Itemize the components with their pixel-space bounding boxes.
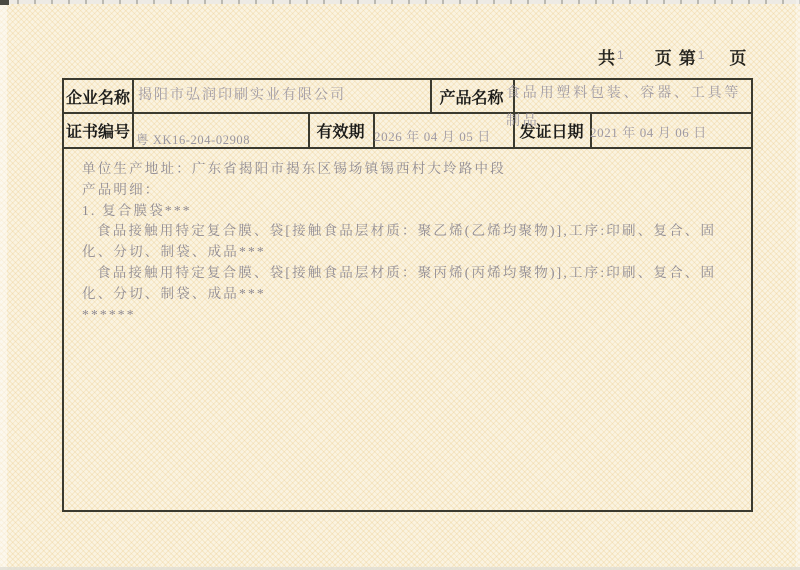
page-counter [598, 44, 747, 69]
total-pages-prefix: 共 [598, 49, 616, 68]
scan-edge-left [0, 0, 7, 570]
product-detail-block [82, 159, 747, 325]
product-item-line: 1. 复合膜袋*** [82, 202, 192, 218]
license-info-table [62, 78, 753, 512]
total-pages-value: 1 [617, 48, 625, 62]
issue-date-value: 2021 年 04 月 06 日 [590, 125, 707, 140]
product-name-value-line2: 制品 [506, 114, 540, 129]
table-gridline [132, 80, 134, 149]
product-spec-pe-line-2: 化、分切、制袋、成品*** [82, 244, 266, 260]
company-name-label: 企业名称 [65, 89, 130, 107]
certificate-number-text: XK16-204-02908 [152, 133, 251, 147]
product-name-value [506, 80, 756, 136]
scan-edge-top [0, 0, 800, 4]
product-spec-pe-line-1: 食品接触用特定复合膜、袋[接触食品层材质：聚乙烯(乙烯均聚物)],工序:印刷、复合、固 [97, 223, 717, 239]
certificate-number-value [136, 130, 250, 148]
product-spec-pp-line-1: 食品接触用特定复合膜、袋[接触食品层材质：聚丙烯(丙烯均聚物)],工序:印刷、复合、固 [97, 264, 717, 280]
current-page-prefix: 第 [678, 49, 697, 68]
production-address-line: 单位生产地址：广东省揭阳市揭东区锡场镇锡西村大坽路中段 [82, 161, 506, 176]
scan-artifact [0, 0, 9, 5]
certificate-number-label: 证书编号 [65, 124, 130, 141]
certificate-region-char: 粤 [136, 133, 150, 147]
valid-until-value: 2026 年 04 月 05 日 [374, 129, 491, 144]
product-name-value-line1: 食品用塑料包装、容器、工具等 [506, 86, 742, 101]
total-pages-unit: 页 [654, 49, 673, 68]
valid-until-label: 有效期 [316, 124, 365, 141]
end-marker-line: ****** [82, 306, 136, 322]
issue-date-label: 发证日期 [519, 124, 584, 141]
current-page-unit: 页 [729, 49, 748, 68]
product-detail-heading-line: 产品明细： [82, 181, 161, 197]
current-page-value: 1 [697, 48, 706, 62]
scan-edge-right [796, 0, 800, 570]
company-name-value: 揭阳市弘润印刷实业有限公司 [138, 88, 346, 103]
product-spec-pp-line-2: 化、分切、制袋、成品*** [82, 285, 266, 301]
product-name-label: 产品名称 [439, 89, 504, 107]
